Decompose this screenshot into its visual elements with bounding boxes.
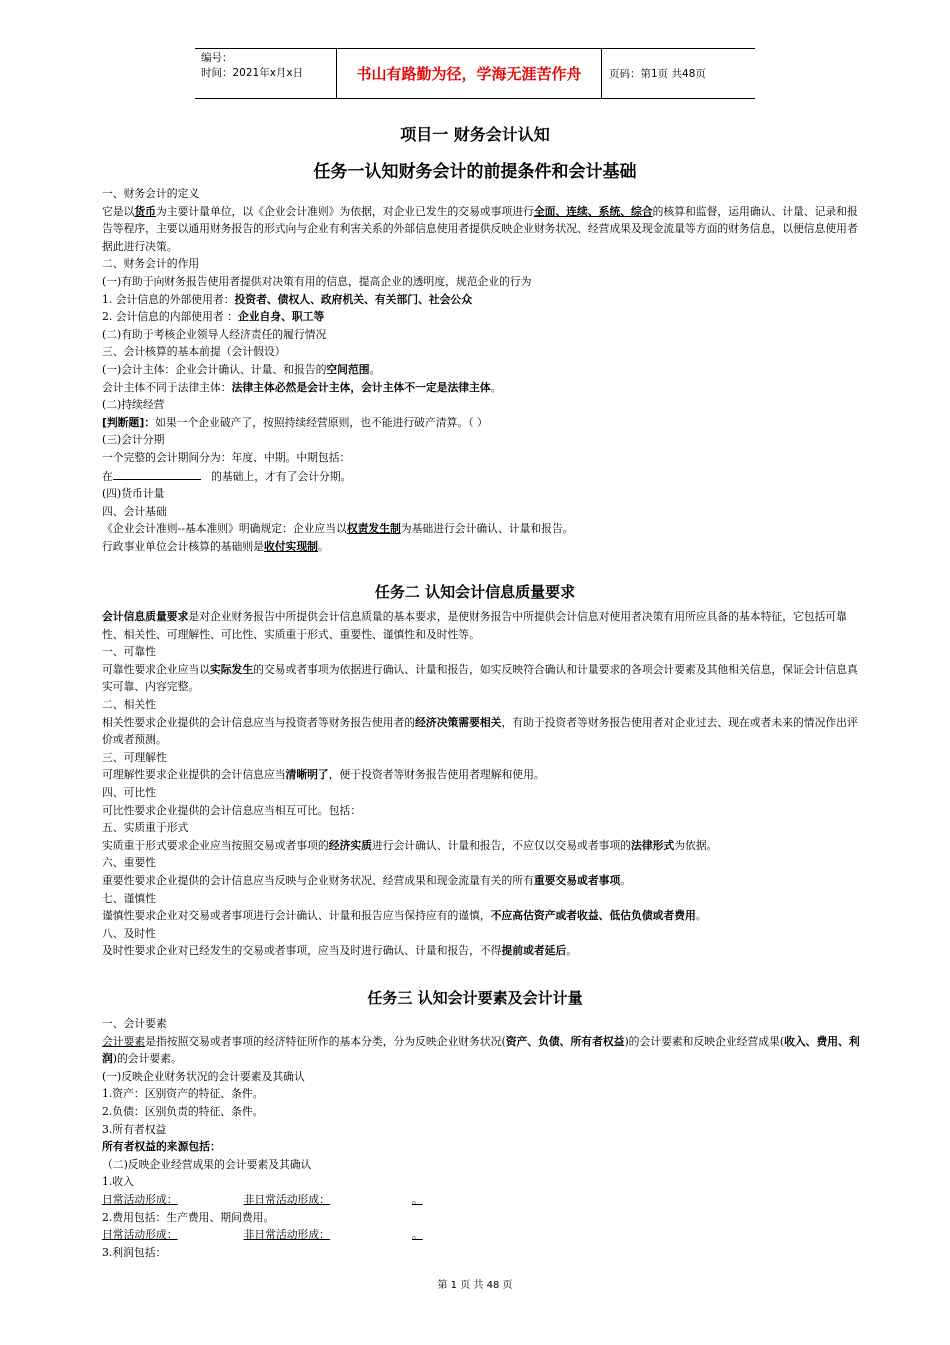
fill-blank [113,467,201,480]
line-judgment: [判断题]：如果一个企业破产了，按照持续经营原则，也不能进行破产清算。（ ） [102,415,488,429]
paragraph-quality: 会计信息质量要求是对企业财务报告中所提供会计信息质量的基本要求，是使财务报告中所提供会计信息对使用者决策有用所应具备的基本特征，它包括可靠性、相关性、可理解性、可比性、实质重于形式、重要性、谨慎性和及时性等。 [102,610,847,641]
line-external-users: 1. 会计信息的外部使用者：投资者、债权人、政府机关、有关部门、社会公众 [102,292,473,306]
header-motto: 书山有路勤为径，学海无涯苦作舟 [337,49,602,98]
paragraph-definition: 它是以货币为主要计量单位，以《企业会计准则》为依据，对企业已发生的交易或事项进行全面、连续、系统、综合的核算和监督，运用确认、计量、记录和报告等程序，主要以通用财务报告的形式向与企业有利害关系的外部信息使用者提供反映企业财务状况、经营成果及现金流量等方面的财务信息，以便信息使用者据此进行决策。 [102,204,858,253]
line-profit: 3.利润包括： [102,1245,167,1259]
heading-understandability: 三、可理解性 [102,750,167,764]
line-operating-results: （二)反映企业经营成果的会计要素及其确认 [102,1157,312,1171]
heading-relevance: 二、相关性 [102,697,156,711]
line-assets: 1.资产：区别资产的特征、条件。 [102,1087,264,1101]
line-period-blank: 在 的基础上，才有了会计分期。 [102,467,862,486]
header-table [195,48,755,99]
number-label: 编号： [201,52,233,64]
paragraph-materiality: 重要性要求企业提供的会计信息应当反映与企业财务状况、经营成果和现金流量有关的所有重要交易或者事项。 [102,873,632,887]
project-title: 项目一 财务会计认知 [400,125,550,144]
line-internal-users: 2. 会计信息的内部使用者 ：企业自身、职工等 [102,310,325,324]
heading-timeliness: 八、及时性 [102,926,156,940]
line-entity: (一)会计主体：企业会计确认、计量、和报告的空间范围。 [102,362,381,376]
paragraph-understandability: 可理解性要求企业提供的会计信息应当清晰明了，便于投资者等财务报告使用者理解和使用。 [102,768,545,782]
header-page-label: 页码：第1页 共48页 [609,68,706,80]
task3-title: 任务三 认知会计要素及会计计量 [367,989,583,1007]
line-expenses: 2.费用包括：生产费用、期间费用。 [102,1210,275,1224]
heading-role: 二、财务会计的作用 [102,257,200,271]
line-equity: 3.所有者权益 [102,1122,167,1136]
paragraph-comparability: 可比性要求企业提供的会计信息应当相互可比。包括： [102,803,362,817]
heading-basis: 四、会计基础 [102,504,167,518]
line-revenue: 1.收入 [102,1175,134,1189]
paragraph-reliability: 可靠性要求企业应当以实际发生的交易或者事项为依据进行确认、计量和报告，如实反映符合确认和计量要求的各项会计要素及其他相关信息，保证会计信息真实可靠、内容完整。 [102,662,858,694]
heading-premise: 三、会计核算的基本前提（会计假设） [102,345,286,359]
heading-materiality: 六、重要性 [102,856,156,870]
line-liabilities: 2.负债：区别负责的特征、条件。 [102,1104,264,1118]
line-currency: (四)货币计量 [102,487,165,501]
line-cash-basis: 行政事业单位会计核算的基础则是收付实现制。 [102,539,329,553]
section-task2 [102,608,862,960]
heading-definition: 一、财务会计的定义 [102,187,200,200]
paragraph-substance: 实质重于形式要求企业应当按照交易或者事项的经济实质进行会计确认、计量和报告，不应仅以交易或者事项的法律形式为依据。 [102,838,718,852]
line-revenue-formation: 日常活动形成： 非日常活动形成： 。 [102,1192,423,1206]
section-task1 [102,185,862,555]
paragraph-timeliness: 及时性要求企业对已经发生的交易或者事项，应当及时进行确认、计量和报告，不得提前或者延后。 [102,944,578,958]
heading-elements: 一、会计要素 [102,1017,167,1030]
line-entity-legal: 会计主体不同于法律主体：法律主体必然是会计主体，会计主体不一定是法律主体。 [102,380,502,394]
line-financial-position: (一)反映企业财务状况的会计要素及其确认 [102,1069,305,1083]
paragraph-relevance: 相关性要求企业提供的会计信息应当与投资者等财务报告使用者的经济决策需要相关，有助于投资者等财务报告使用者对企业过去、现在或者未来的情况作出评价或者预测。 [102,715,858,747]
line-role-2: (二)有助于考核企业领导人经济责任的履行情况 [102,327,327,341]
paragraph-prudence: 谨慎性要求企业对交易或者事项进行会计确认、计量和报告应当保持应有的谨慎，不应高估资产或者收益、低估负债或者费用。 [102,909,707,923]
heading-reliability: 一、可靠性 [102,645,156,659]
header-meta-cell [195,49,337,98]
section-task3 [102,1015,862,1261]
task1-title: 任务一认知财务会计的前提条件和会计基础 [313,162,637,182]
paragraph-elements: 会计要素是指按照交易或者事项的经济特征所作的基本分类，分为反映企业财务状况(资产、负债、所有者权益)的会计要素和反映企业经营成果(收入、费用、利润)的会计要素。 [102,1034,860,1066]
task2-title: 任务二 认知会计信息质量要求 [374,583,576,601]
heading-prudence: 七、谨慎性 [102,891,156,905]
line-period: (三)会计分期 [102,433,165,447]
line-period-detail: 一个完整的会计期间分为：年度、中期。中期包括： [102,450,351,464]
line-expense-formation: 日常活动形成： 非日常活动形成： 。 [102,1228,423,1242]
line-equity-sources: 所有者权益的来源包括： [102,1140,221,1154]
time-label: 时间：2021年x月x日 [201,67,304,79]
line-role-1: (一)有助于向财务报告使用者提供对决策有用的信息，提高企业的透明度，规范企业的行为 [102,274,532,288]
line-accrual: 《企业会计准则--基本准则》明确规定：企业应当以权责发生制为基础进行会计确认、计量和报告。 [102,522,574,536]
line-going-concern: (二)持续经营 [102,398,165,412]
page-footer: 第 1 页 共 48 页 [437,1280,513,1291]
heading-substance: 五、实质重于形式 [102,821,189,835]
heading-comparability: 四、可比性 [102,785,156,799]
